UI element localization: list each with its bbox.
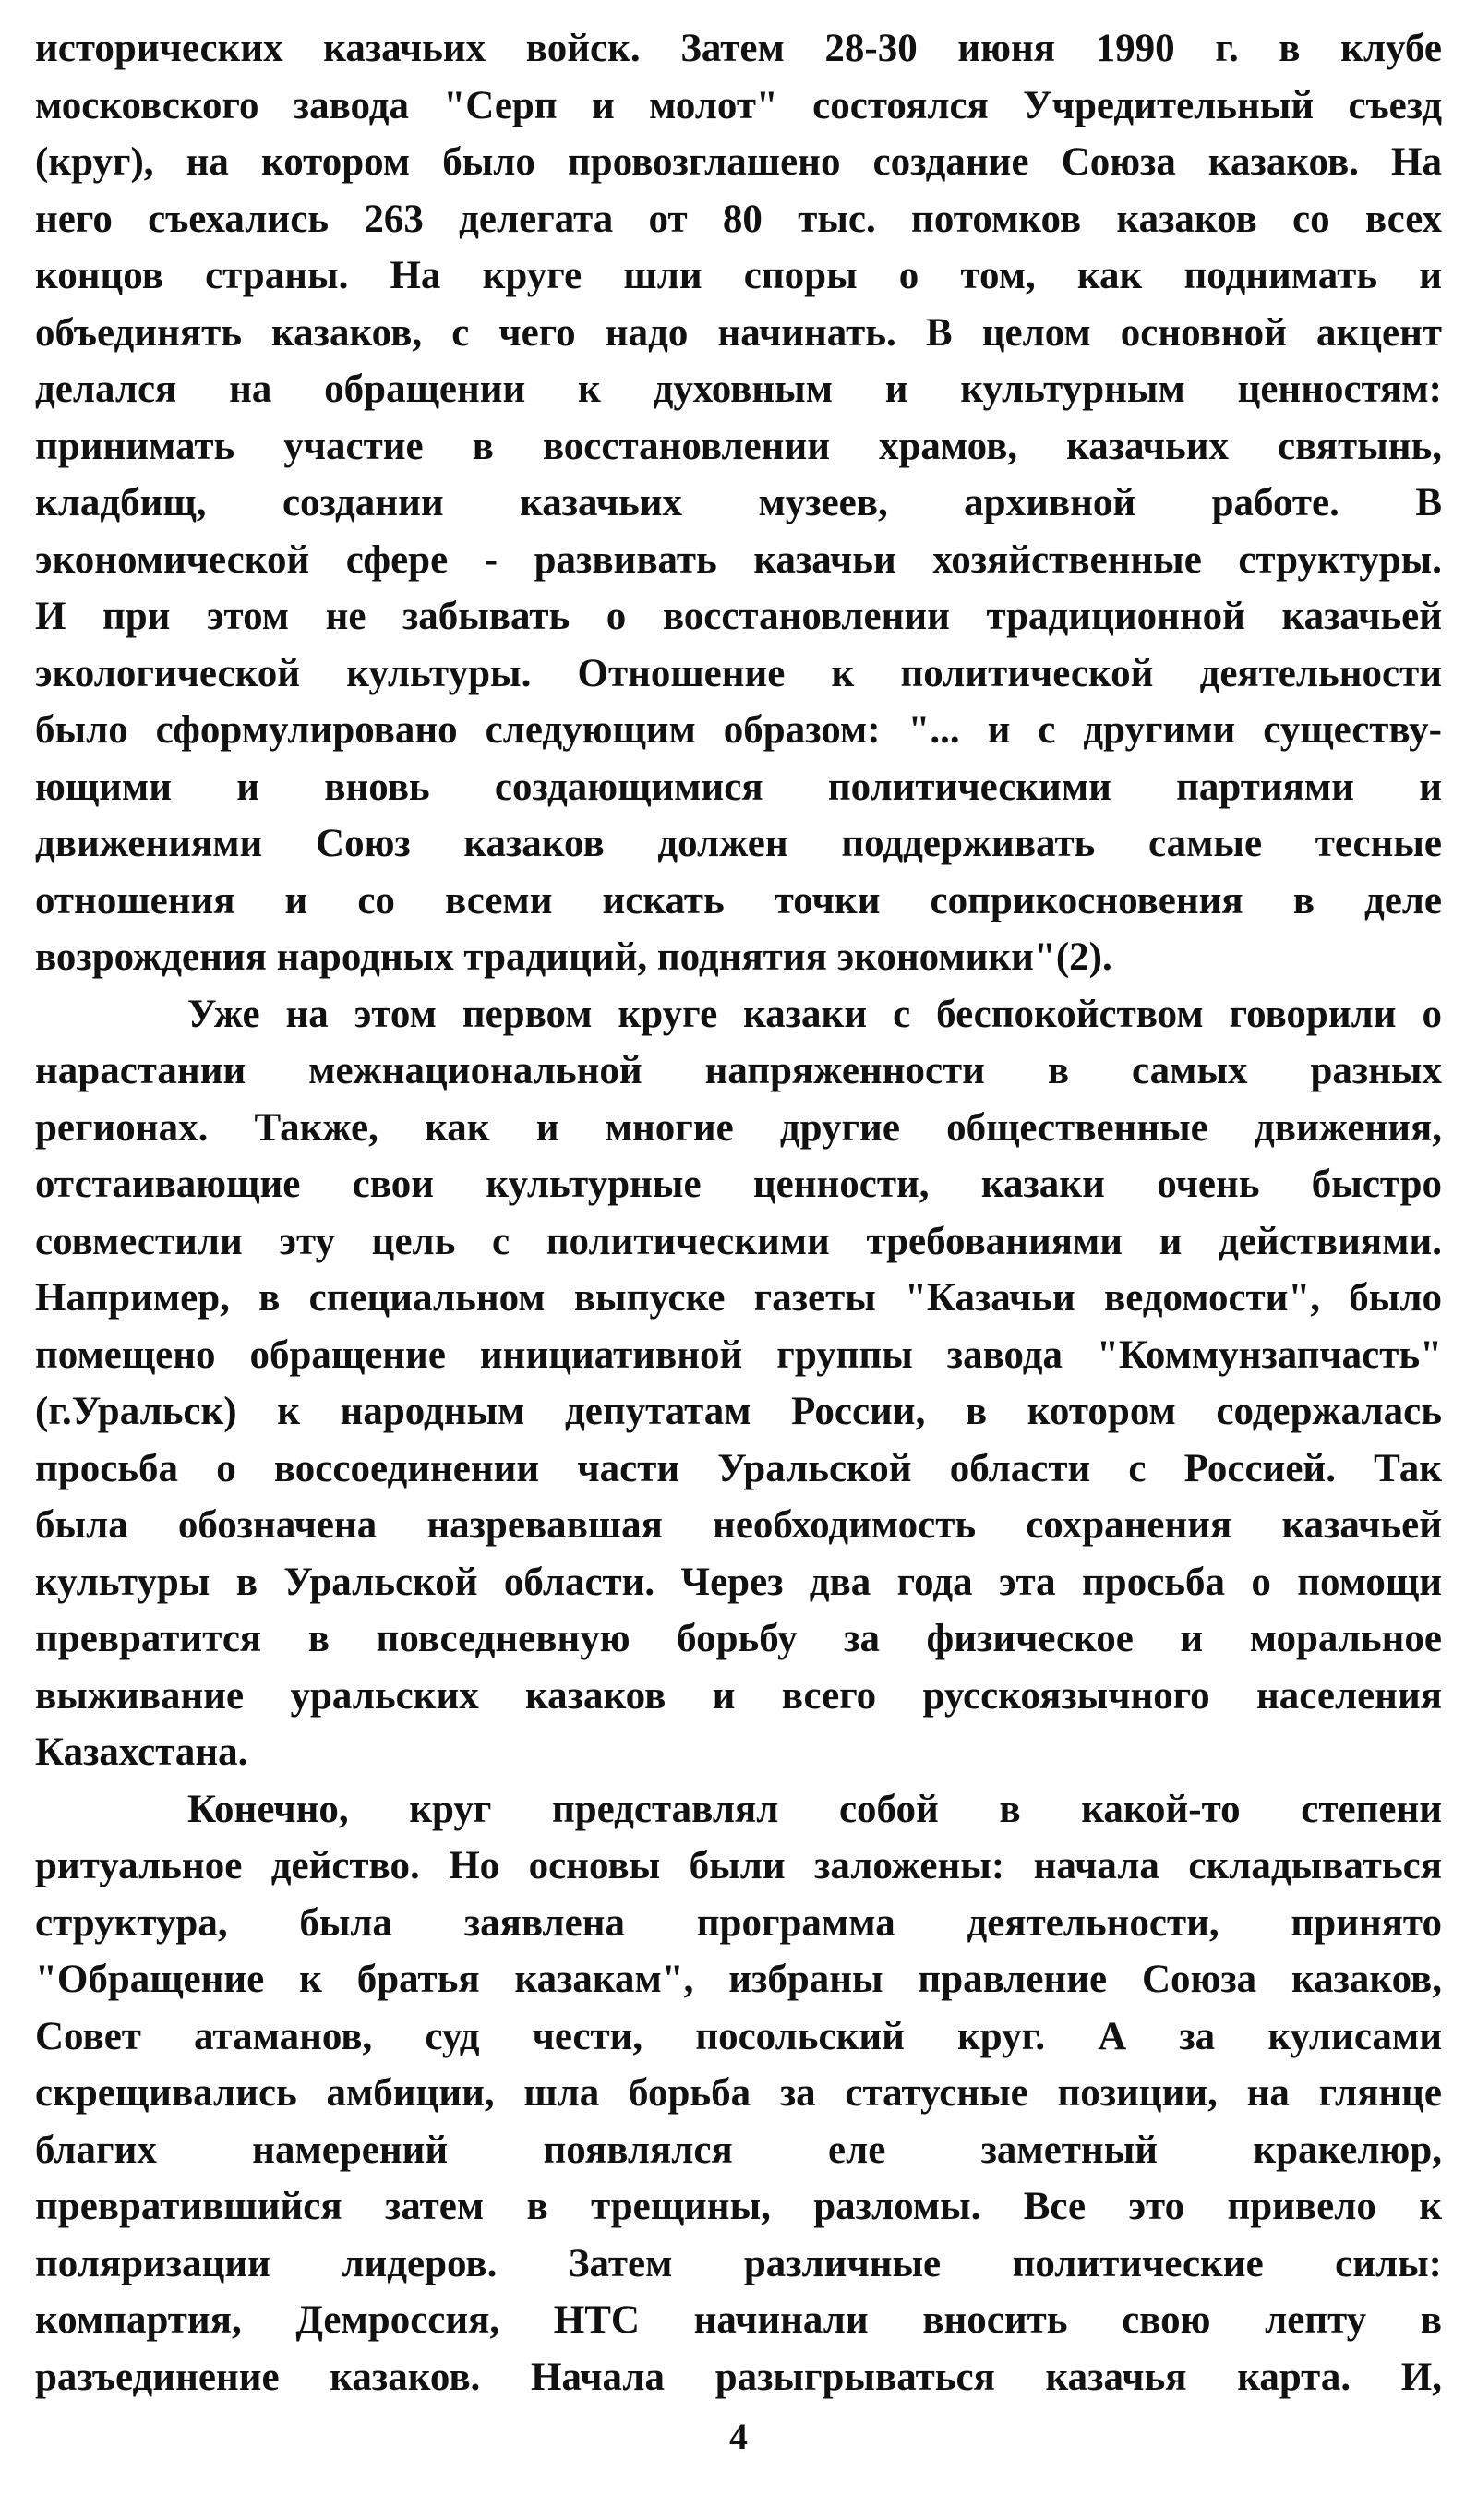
text-line: разъединение казаков. Начала разыгрываться казачья карта. И, (35, 2355, 1442, 2399)
text-line: И при этом не забывать о восстановлении традиционной казачьей (35, 595, 1442, 638)
text-line: объединять казаков, с чего надо начинать. В целом основной акцент (35, 310, 1442, 355)
text-line: помещено обращение инициативной группы завода "Коммунзапчасть" (35, 1332, 1442, 1377)
text-line: ритуальное действо. Но основы были заложены: начала складываться (35, 1844, 1442, 1887)
text-line: благих намерений появлялся еле заметный кракелюр, (35, 2128, 1442, 2172)
text-line: поляризации лидеров. Затем различные политические силы: (35, 2241, 1442, 2285)
text-line: было сформулировано следующим образом: "... и с другими существу- (35, 708, 1442, 752)
text-line: кладбищ, создании казачьих музеев, архивной работе. В (35, 481, 1442, 524)
paragraph-start-line: Уже на этом первом круге казаки с беспокойством говорили о (187, 992, 1442, 1036)
text-line: превратившийся затем в трещины, разломы. Все это привело к (35, 2185, 1442, 2228)
text-line: экономической сфере - развивать казачьи хозяйственные структуры. (35, 537, 1442, 582)
text-line: движениями Союз казаков должен поддерживать самые тесные (35, 822, 1442, 865)
text-line: него съехались 263 делегата от 80 тыс. потомков казаков со всех (35, 197, 1442, 241)
text-line: ющими и вновь создающимися политическими партиями и (35, 765, 1442, 809)
text-line: экологической культуры. Отношение к политической деятельности (35, 651, 1442, 695)
text-line: возрождения народных традиций, поднятия экономики"(2). (35, 935, 1112, 979)
paragraph-start-line: Конечно, круг представлял собой в какой-то степени (187, 1787, 1442, 1831)
text-line: превратится в повседневную борьбу за физическое и моральное (35, 1617, 1442, 1660)
text-line: просьба о воссоединении части Уральской области с Россией. Так (35, 1446, 1442, 1490)
text-line: Казахстана. (35, 1730, 248, 1774)
text-line: скрещивались амбиции, шла борьба за статусные позиции, на глянце (35, 2071, 1442, 2115)
text-line: отстаивающие свои культурные ценности, казаки очень быстро (35, 1163, 1442, 1206)
text-line: культуры в Уральской области. Через два года эта просьба о помощи (35, 1560, 1442, 1604)
text-line: отношения и со всеми искать точки соприкосновения в деле (35, 878, 1442, 922)
text-line: московского завода "Серп и молот" состоялся Учредительный съезд (35, 83, 1442, 127)
text-line: структура, была заявлена программа деятельности, принято (35, 1900, 1442, 1945)
text-line: (г.Уральск) к народным депутатам России, в котором содержалась (35, 1390, 1442, 1433)
text-line: нарастании межнациональной напряженности в самых разных (35, 1049, 1442, 1092)
text-line: Например, в специальном выпуске газеты "Казачьи ведомости", было (35, 1276, 1442, 1320)
text-line: концов страны. На круге шли споры о том, как поднимать и (35, 254, 1442, 297)
text-line: была обозначена назревавшая необходимость сохранения казачьей (35, 1503, 1442, 1547)
text-line: делался на обращении к духовным и культурным ценностям: (35, 368, 1442, 411)
page-number: 4 (729, 2416, 748, 2457)
text-line: совместили эту цель с политическими требованиями и действиями. (35, 1219, 1442, 1263)
text-line: (круг), на котором было провозглашено создание Союза казаков. На (35, 140, 1442, 184)
text-line: Совет атаманов, суд чести, посольский круг. А за кулисами (35, 2014, 1442, 2058)
text-line: "Обращение к братья казакам", избраны правление Союза казаков, (35, 1958, 1442, 2001)
document-body (35, 20, 1442, 2405)
text-line: принимать участие в восстановлении храмов, казачьих святынь, (35, 424, 1442, 468)
text-line: компартия, Демроссия, НТС начинали вносить свою лепту в (35, 2298, 1442, 2342)
text-line: регионах. Также, как и многие другие общественные движения, (35, 1105, 1442, 1150)
text-line: выживание уральских казаков и всего русскоязычного населения (35, 1673, 1442, 1718)
text-line: исторических казачьих войск. Затем 28-30 июня 1990 г. в клубе (35, 27, 1442, 70)
